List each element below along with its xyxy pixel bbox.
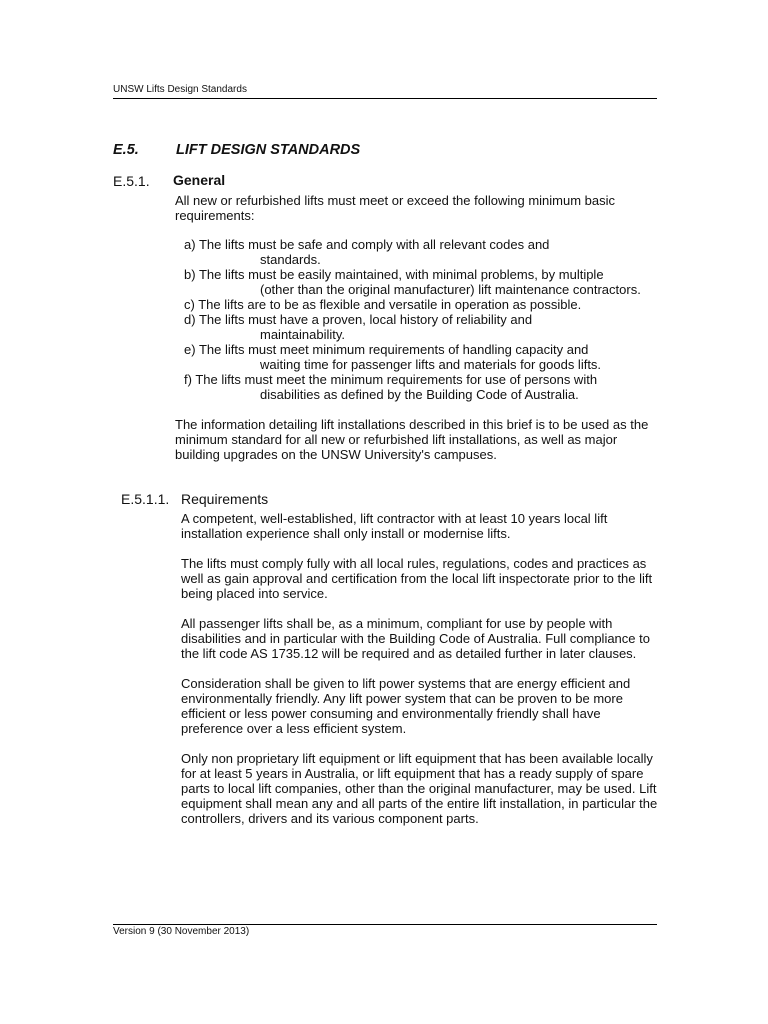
page-header: UNSW Lifts Design Standards	[113, 84, 247, 95]
list-item-line2: maintainability.	[260, 327, 346, 342]
list-item	[184, 312, 672, 342]
list-item-line2: (other than the original manufacturer) lift maintenance contractors.	[260, 282, 641, 297]
list-item	[184, 342, 672, 372]
requirements-list	[184, 237, 672, 402]
footer-rule	[113, 924, 657, 925]
subsection-title: General	[173, 172, 226, 188]
list-item-line1: The lifts must be easily maintained, with minimal problems, by multiple	[198, 267, 604, 282]
subsubsection-number: E.5.1.1.	[121, 491, 170, 507]
page-footer: Version 9 (30 November 2013)	[113, 926, 250, 937]
list-item-line1: The lifts are to be as flexible and versatile in operation as possible.	[198, 297, 582, 312]
requirements-paragraph: A competent, well-established, lift contractor with at least 10 years local lift installation experience shall only install or modernise lifts.	[181, 511, 608, 541]
list-marker: f)	[184, 372, 192, 387]
general-closing: The information detailing lift installations described in this brief is to be used as the minimum standard for all new or refurbished lift installations, as well as major building upgrades on the UNSW University's campuses.	[175, 417, 649, 462]
list-item	[184, 372, 672, 402]
list-marker: e)	[184, 342, 196, 357]
list-marker: c)	[184, 297, 195, 312]
list-item-line2: waiting time for passenger lifts and materials for goods lifts.	[260, 357, 602, 372]
header-rule	[113, 98, 657, 99]
requirements-paragraph: Consideration shall be given to lift power systems that are energy efficient and environmentally friendly. Any lift power system that can be proven to be more efficient or less power consuming and environmentally friendly shall have preference over a less efficient system.	[181, 676, 631, 736]
requirements-paragraph: Only non proprietary lift equipment or lift equipment that has been available locally for at least 5 years in Australia, or lift equipment that has a ready supply of spare parts to local lift companies, other than the original manufacturer, may be used. Lift equipment shall mean any and all parts of the entire lift installation, in particular the controllers, drivers and its various component parts.	[181, 751, 658, 826]
subsection-number: E.5.1.	[113, 173, 150, 189]
list-item-line1: The lifts must be safe and comply with all relevant codes and	[198, 237, 550, 252]
general-intro: All new or refurbished lifts must meet or exceed the following minimum basic requirements:	[175, 193, 616, 223]
list-marker: d)	[184, 312, 196, 327]
list-item-line1: The lifts must have a proven, local history of reliability and	[198, 312, 533, 327]
list-item-line2: disabilities as defined by the Building Code of Australia.	[260, 387, 579, 402]
list-item-line1: The lifts must meet the minimum requirements for use of persons with	[195, 372, 598, 387]
requirements-paragraph: The lifts must comply fully with all local rules, regulations, codes and practices as well as gain approval and certification from the local lift inspectorate prior to the lift being placed into service.	[181, 556, 653, 601]
list-item	[184, 267, 672, 297]
list-item-line1: The lifts must meet minimum requirements of handling capacity and	[198, 342, 589, 357]
requirements-body	[181, 511, 661, 841]
list-marker: a)	[184, 237, 196, 252]
section-title: LIFT DESIGN STANDARDS	[176, 142, 361, 158]
requirements-paragraph: All passenger lifts shall be, as a minimum, compliant for use by people with disabilities and in particular with the Building Code of Australia. Full compliance to the lift code AS 1735.12 will be required and as detailed further in later clauses.	[181, 616, 650, 661]
list-item	[184, 297, 672, 312]
list-marker: b)	[184, 267, 196, 282]
subsubsection-title: Requirements	[181, 491, 269, 507]
section-number: E.5.	[113, 142, 139, 158]
list-item-line2: standards.	[260, 252, 321, 267]
list-item	[184, 237, 672, 267]
